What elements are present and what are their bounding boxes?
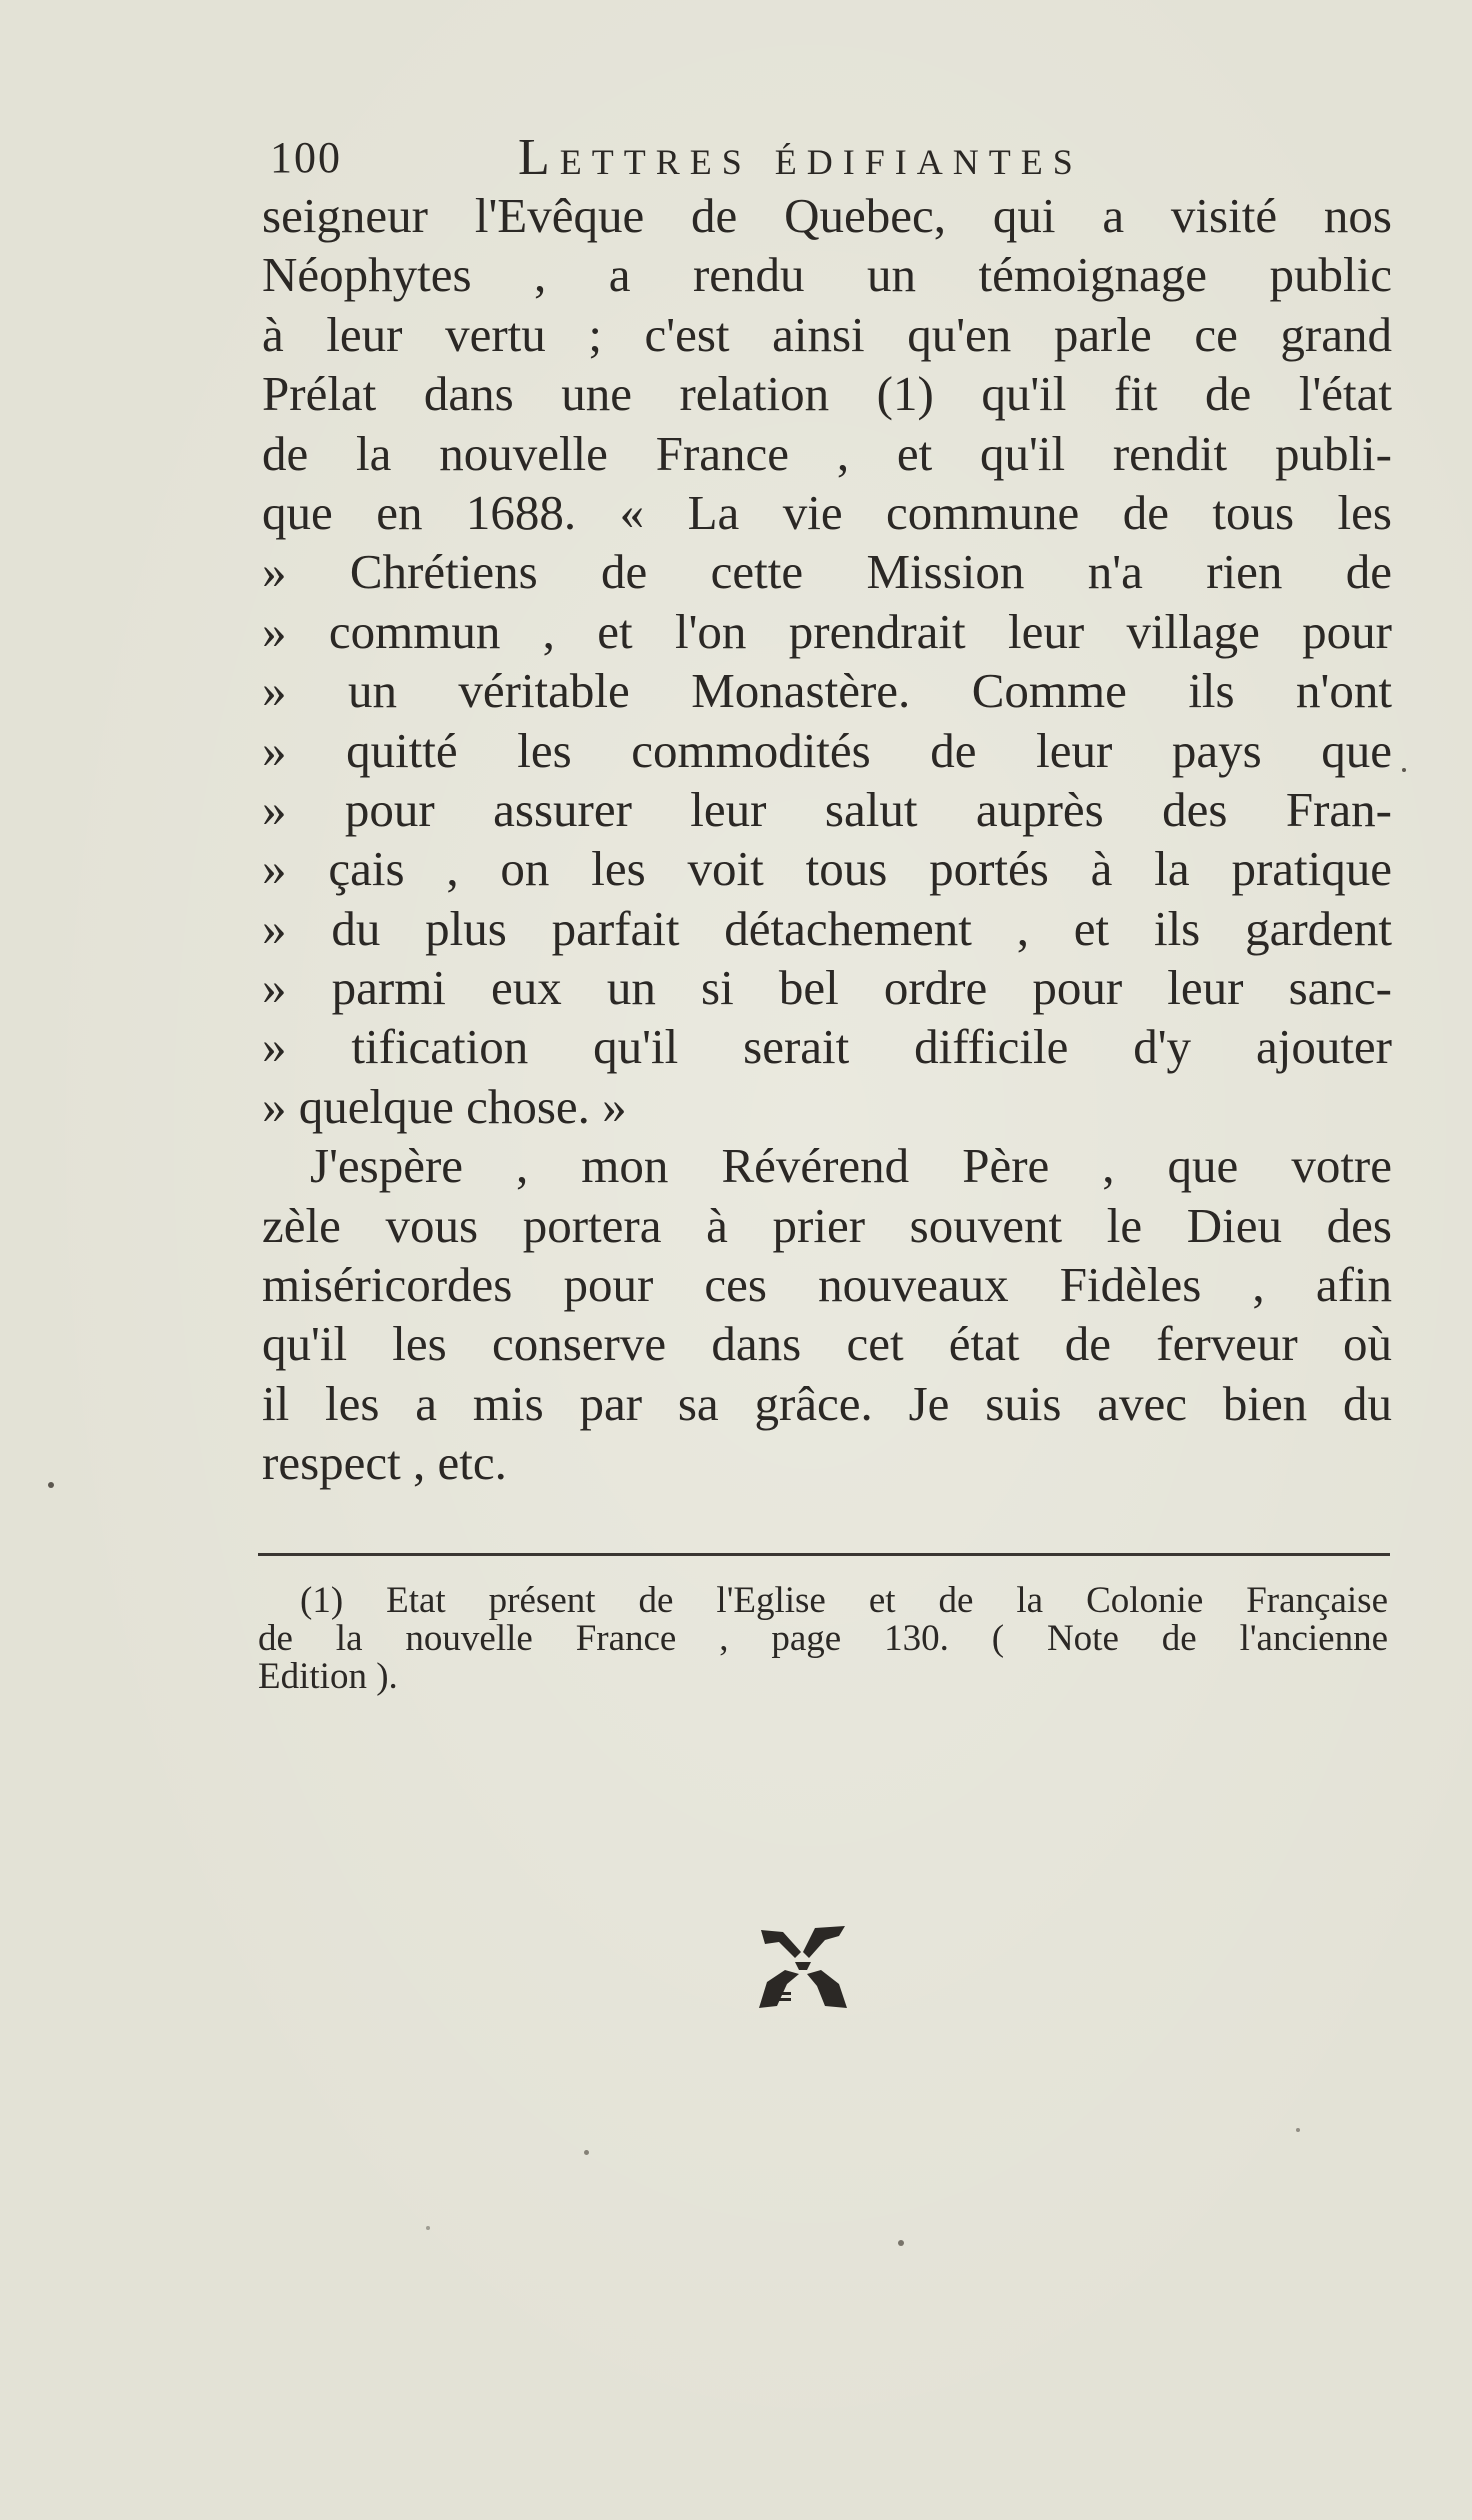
body-text [262,186,1392,1493]
running-title: Lettres édifiantes [518,129,1083,186]
running-header [270,128,1390,186]
paper-speck [1296,2128,1300,2132]
body-line: il les a mis par sa grâce. Je suis avec bien du [262,1375,1392,1431]
quote-line: » Chrétiens de cette Mission n'a rien de [262,544,1392,600]
body-line: Prélat dans une relation (1) qu'il fit de l'état [262,366,1392,422]
footnote-line: (1) Etat présent de l'Eglise et de la Colonie Française [300,1580,1388,1621]
page-number: 100 [270,133,342,182]
footnote-rule [258,1553,1390,1556]
body-line: miséricordes pour ces nouveaux Fidèles , afin [262,1257,1392,1313]
quote-line: » çais , on les voit tous portés à la pratique [262,841,1392,897]
quote-line: » parmi eux un si bel ordre pour leur sanc- [262,960,1392,1016]
paper-speck [898,2240,904,2246]
quote-line: » un véritable Monastère. Comme ils n'ont [262,663,1392,719]
quote-line: » quelque chose. » [262,1078,627,1134]
paper-speck [48,1482,54,1488]
body-line: qu'il les conserve dans cet état de ferveur où [262,1316,1392,1372]
quote-line: » tification qu'il serait difficile d'y ajouter [262,1019,1392,1075]
body-line: Néophytes , a rendu un témoignage public [262,247,1392,303]
fleuron-ornament-icon [755,1922,850,2012]
footnote-line: Edition ). [258,1656,398,1697]
body-line: zèle vous portera à prier souvent le Dieu des [262,1197,1392,1253]
paper-speck [426,2226,430,2230]
paper-speck [1402,768,1406,772]
quote-line: » commun , et l'on prendrait leur village pour [262,603,1392,659]
quote-line: » du plus parfait détachement , et ils gardent [262,900,1392,956]
quote-line: » pour assurer leur salut auprès des Fran- [262,781,1392,837]
footnote-line: de la nouvelle France , page 130. ( Note de l'ancienne [258,1618,1388,1659]
footnote [258,1582,1388,1696]
body-line: de la nouvelle France , et qu'il rendit publi- [262,425,1392,481]
quote-line: » quitté les commodités de leur pays que [262,722,1392,778]
paper-speck [584,2150,589,2155]
body-line: que en 1688. « La vie commune de tous les [262,484,1392,540]
paragraph-start-line: J'espère , mon Révérend Père , que votre [310,1138,1392,1194]
body-line: seigneur l'Evêque de Quebec, qui a visité nos [262,188,1392,243]
closing-line: respect , etc. [262,1435,507,1491]
body-line: à leur vertu ; c'est ainsi qu'en parle ce grand [262,306,1392,362]
